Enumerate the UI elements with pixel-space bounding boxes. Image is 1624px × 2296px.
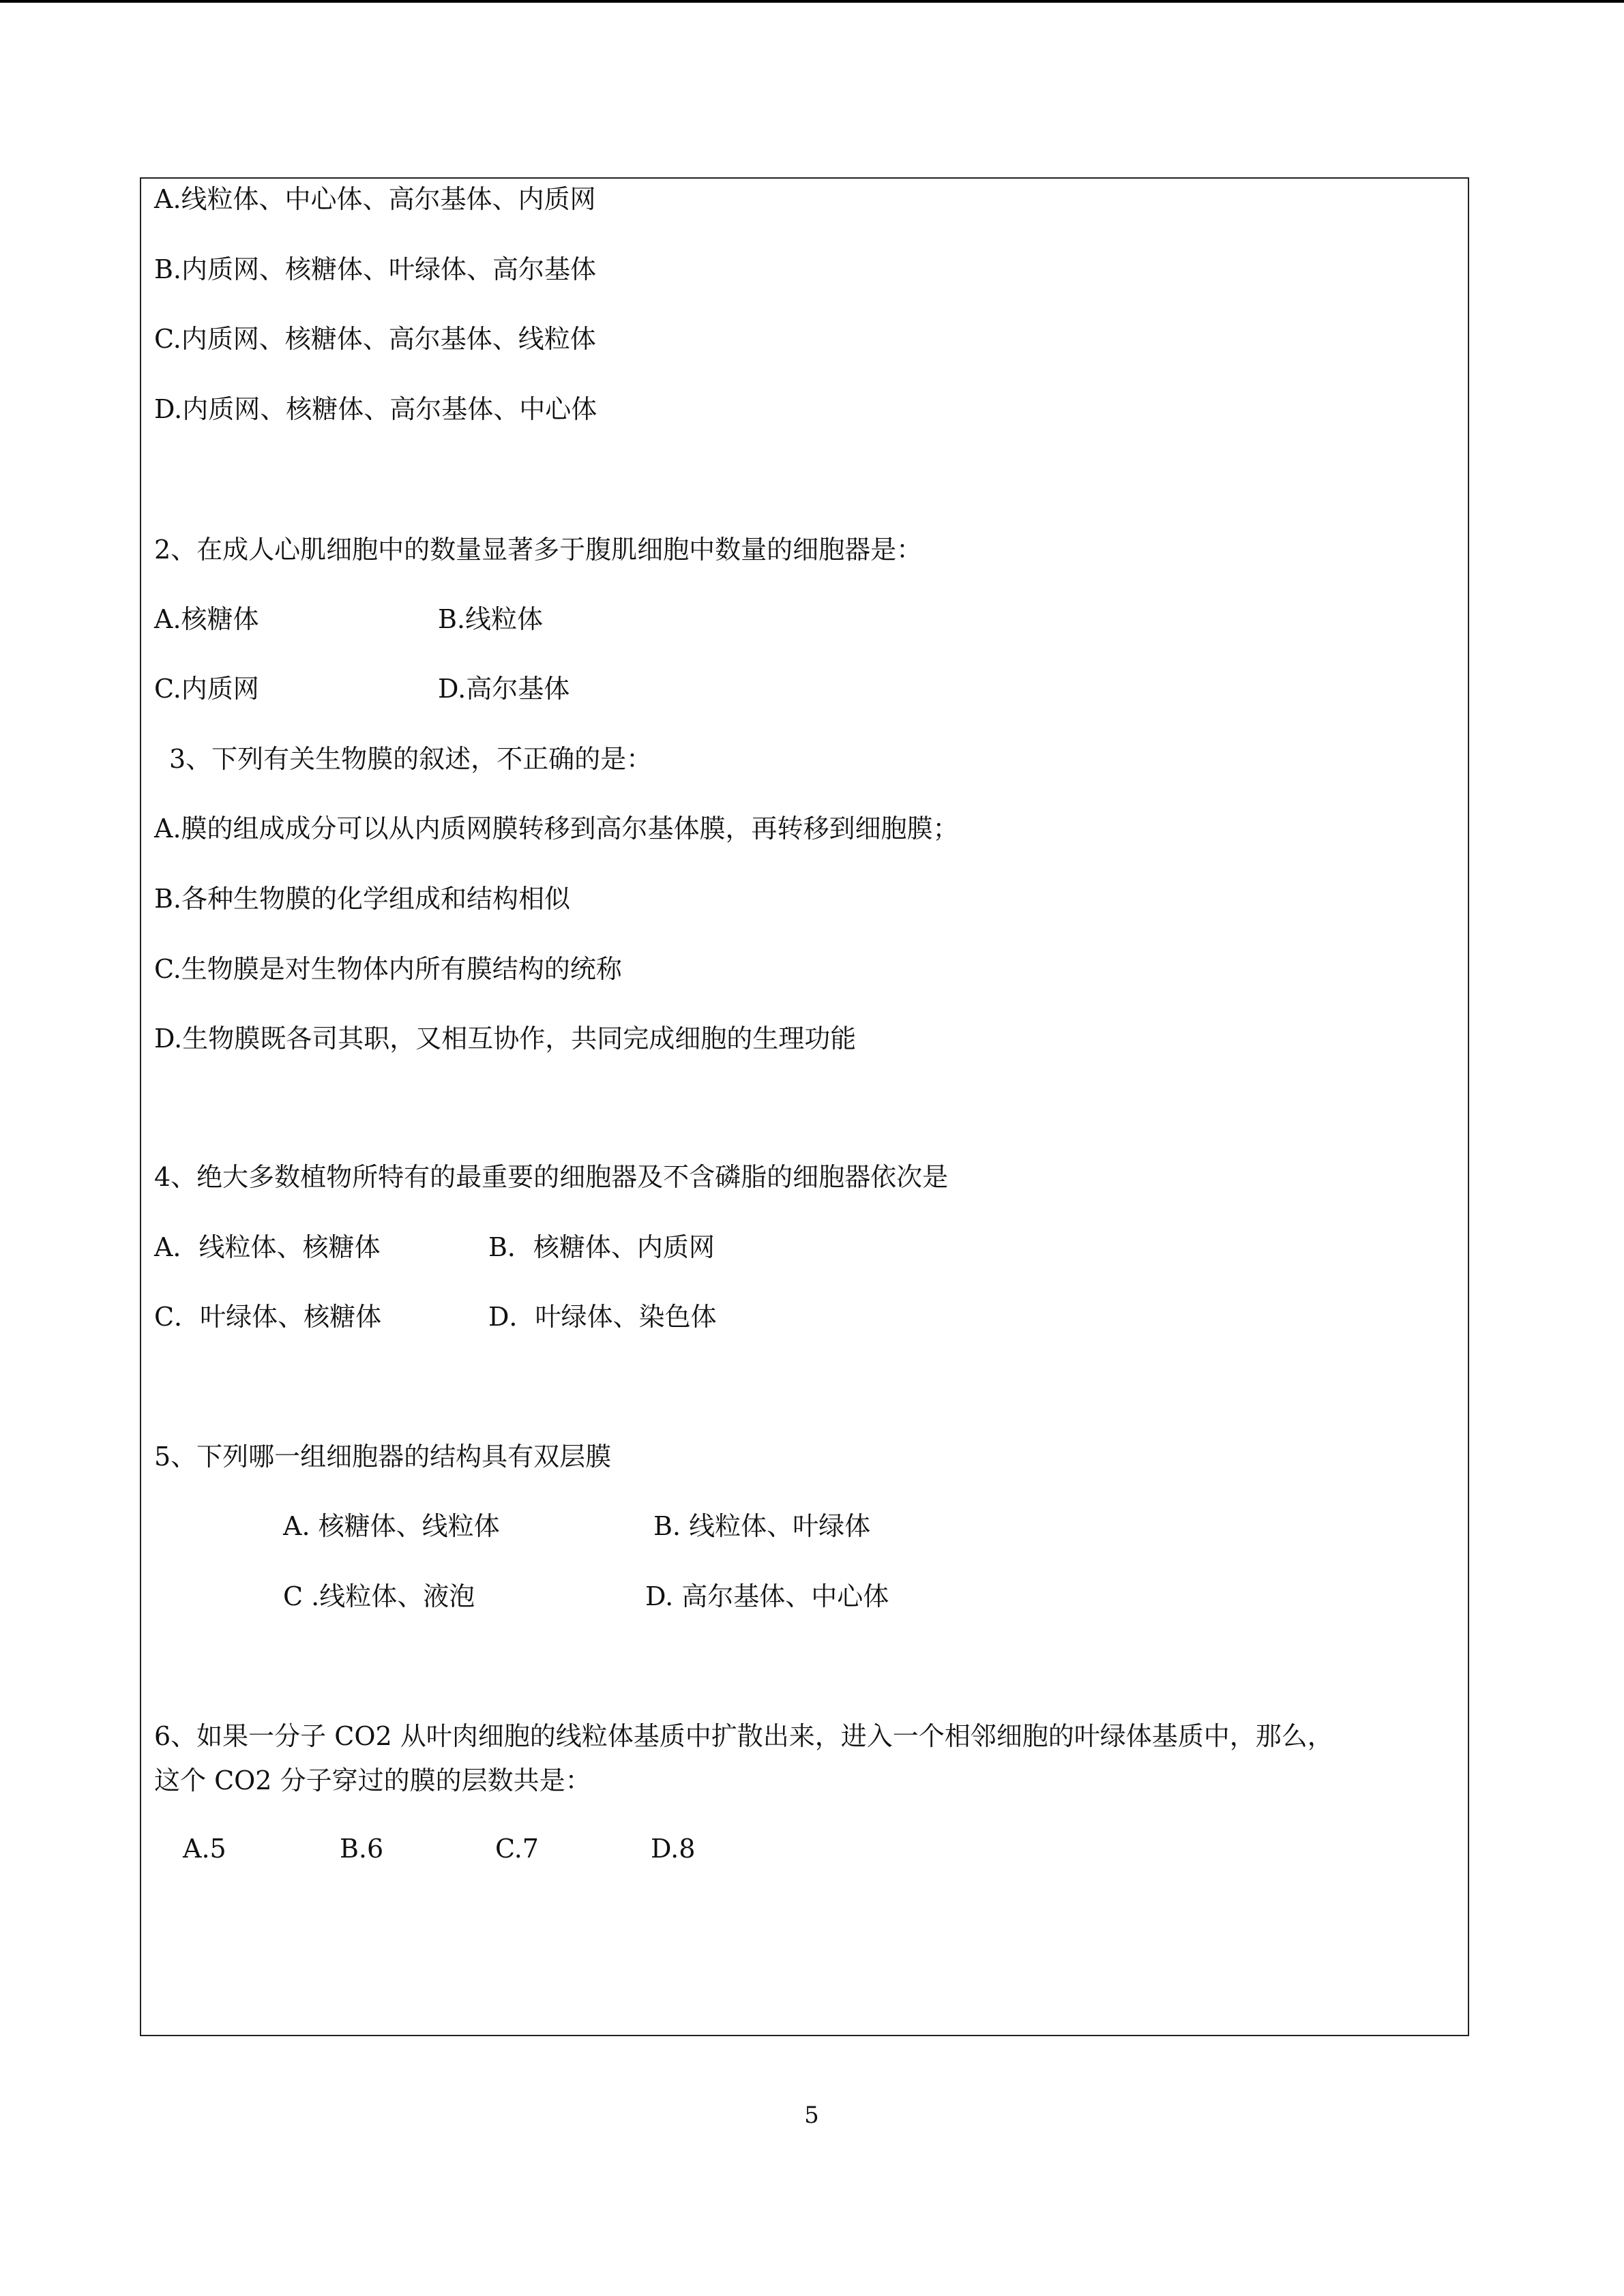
q3-option-d: D.生物膜既各司其职，又相互协作，共同完成细胞的生理功能 xyxy=(154,1024,857,1054)
q4-option-d: D．叶绿体、染色体 xyxy=(488,1302,717,1332)
q1-option-c: C.内质网、核糖体、高尔基体、线粒体 xyxy=(154,324,596,354)
q6-stem-line-2: 这个 CO2 分子穿过的膜的层数共是： xyxy=(154,1765,591,1795)
q4-option-c: C．叶绿体、核糖体 xyxy=(154,1302,382,1332)
q6-option-d: D.8 xyxy=(651,1834,696,1864)
q4-option-b: B．核糖体、内质网 xyxy=(488,1232,715,1262)
q2-stem: 2、在成人心肌细胞中的数量显著多于腹肌细胞中数量的细胞器是： xyxy=(154,535,923,565)
q6-option-c: C.7 xyxy=(495,1834,539,1864)
q3-option-a: A.膜的组成成分可以从内质网膜转移到高尔基体膜，再转移到细胞膜； xyxy=(154,814,959,844)
q3-option-b: B.各种生物膜的化学组成和结构相似 xyxy=(154,884,571,914)
question-box xyxy=(140,177,1469,2036)
q6-option-a: A.5 xyxy=(183,1834,226,1864)
q5-option-b: B. 线粒体、叶绿体 xyxy=(653,1511,871,1541)
page-number: 5 xyxy=(804,2102,819,2129)
q3-stem: 3、下列有关生物膜的叙述，不正确的是： xyxy=(169,744,653,774)
q2-option-b: B.线粒体 xyxy=(438,604,544,634)
q1-option-a: A.线粒体、中心体、高尔基体、内质网 xyxy=(154,184,596,214)
q2-option-c: C.内质网 xyxy=(154,674,259,704)
q2-option-d: D.高尔基体 xyxy=(438,674,570,704)
q5-stem: 5、下列哪一组细胞器的结构具有双层膜 xyxy=(154,1442,612,1472)
q5-option-c: C .线粒体、液泡 xyxy=(283,1581,475,1611)
q4-option-a: A．线粒体、核糖体 xyxy=(154,1232,381,1262)
q6-stem-line-1: 6、如果一分子 CO2 从叶肉细胞的线粒体基质中扩散出来，进入一个相邻细胞的叶绿体基质中，那么， xyxy=(154,1721,1333,1751)
q2-option-a: A.核糖体 xyxy=(154,604,259,634)
q5-option-a: A. 核糖体、线粒体 xyxy=(283,1511,500,1541)
q1-option-b: B.内质网、核糖体、叶绿体、高尔基体 xyxy=(154,254,597,284)
q5-option-d: D. 高尔基体、中心体 xyxy=(645,1581,889,1611)
q4-stem: 4、绝大多数植物所特有的最重要的细胞器及不含磷脂的细胞器依次是 xyxy=(154,1162,949,1192)
q3-option-c: C.生物膜是对生物体内所有膜结构的统称 xyxy=(154,954,622,984)
q6-option-b: B.6 xyxy=(340,1834,384,1864)
top-border-line xyxy=(0,0,1624,3)
q1-option-d: D.内质网、核糖体、高尔基体、中心体 xyxy=(154,394,597,424)
